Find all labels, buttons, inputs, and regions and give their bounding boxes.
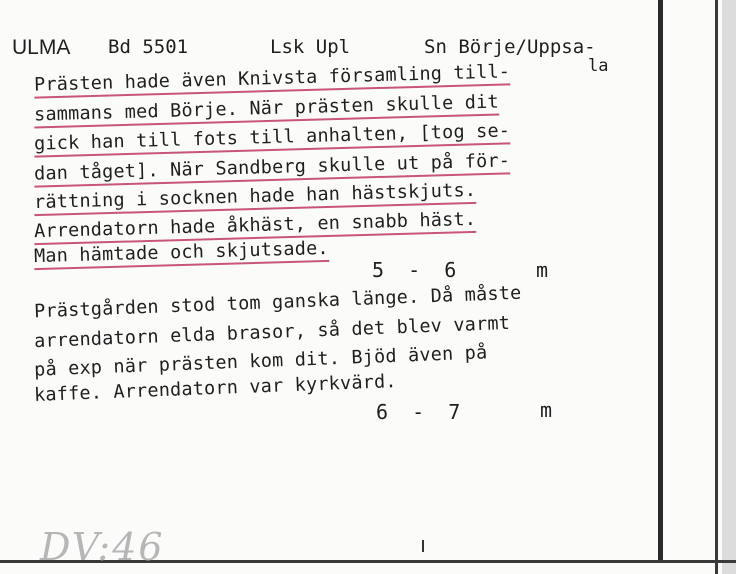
text-line: kaffe. Arrendatorn var kyrkvärd. (33, 371, 398, 406)
text-line: rättning i socknen hade han hästskjuts. (34, 180, 477, 213)
time-range-2: 6 - 7 (376, 400, 461, 424)
parish-label: Sn Börje/Uppsa- (424, 36, 596, 58)
archive-code: ULMA (12, 36, 71, 59)
time-unit-2: m (540, 398, 553, 422)
pencil-mark (422, 540, 424, 552)
province-label: Lsk Upl (270, 36, 351, 58)
text-line: Prästgården stod tom ganska länge. Då måste (33, 282, 522, 323)
text-line: Arrendatorn hade åkhäst, en snabb häst. (34, 209, 477, 242)
card-border-right (658, 0, 663, 560)
handwritten-signature: DV:46 (40, 525, 165, 569)
parish-label-continuation: la (588, 56, 609, 76)
text-line: Prästen hade även Knivsta församling till- (34, 61, 511, 95)
time-unit-1: m (536, 258, 549, 282)
text-line: dan tåget]. När Sandberg skulle ut på för- (34, 150, 511, 184)
text-line: gick han till fots till anhalten, [tog se- (34, 120, 511, 154)
card-border-outer (715, 0, 718, 574)
text-line: på exp när prästen kom dit. Bjöd även på (33, 342, 488, 381)
time-range-1: 5 - 6 (372, 258, 457, 282)
text-line: Man hämtade och skjutsade. (34, 238, 329, 267)
text-line: arrendatorn elda brasor, så det blev varmt (33, 312, 511, 353)
volume-number: Bd 5501 (108, 36, 189, 58)
card-edge (722, 0, 736, 574)
text-line: sammans med Börje. När prästen skulle dit (34, 92, 499, 126)
